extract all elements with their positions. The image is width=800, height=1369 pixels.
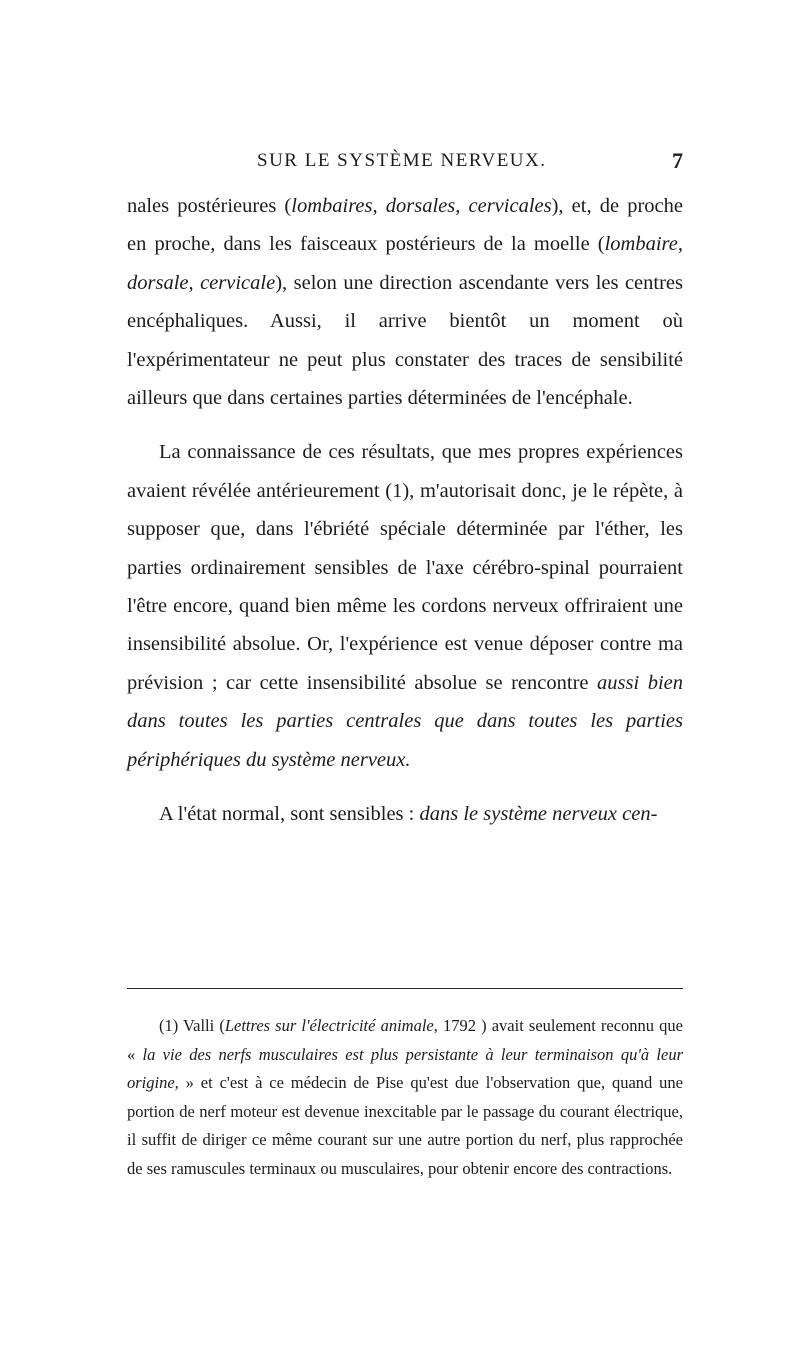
text-run: » et c'est à ce médecin de Pise qu'est due l'observation que, quand une portion de nerf moteur est devenue inexcitable par le passage du courant électrique, il suffit de diriger ce même courant sur une autre portion du nerf, plus rapprochée de ses ramuscules terminaux ou musculaires, pour obtenir encore des contractions.	[127, 1073, 683, 1178]
text-run: , 1792 ) avait seulement reconnu que «	[127, 1016, 684, 1064]
paragraph-2	[127, 433, 683, 779]
text-run: nales postérieures (	[127, 195, 292, 217]
paragraph-3	[127, 795, 683, 833]
italic-run: Lettres sur l'électricité animale	[224, 1016, 434, 1035]
page-number: 7	[672, 148, 683, 173]
paragraph-1	[127, 187, 683, 417]
italic-run: lombaire, dorsale, cervicale	[127, 233, 683, 294]
text-run: ), selon une direction ascendante vers les centres encéphaliques. Aussi, il arrive bientôt un moment où l'expérimentateur ne peut plus constater des traces de sensibilité ailleurs que dans certaines parties déterminées de l'encéphale.	[127, 271, 683, 410]
running-title: SUR LE SYSTÈME NERVEUX.	[257, 150, 547, 171]
text-run: A l'état normal, sont sensibles :	[159, 803, 420, 826]
text-run: (1) Valli (	[159, 1016, 225, 1035]
footnote-divider	[127, 988, 683, 989]
text-run: La connaissance de ces résultats, que mes propres expériences avaient révélée antérieurement (1), m'autorisait donc, je le répète, à supposer que, dans l'ébriété spéciale déterminée par l'éther, les parties ordinairement sensibles de l'axe cérébro-spinal pourraient l'être encore, quand bien même les cordons nerveux offriraient une insensibilité absolue. Or, l'expérience est venue déposer contre ma prévision ; car cette insensibilité absolue se rencontre	[127, 441, 683, 694]
italic-run: la vie des nerfs musculaires est plus persistante à leur terminaison qu'à leur origine,	[127, 1044, 683, 1092]
italic-run: aussi bien dans toutes les parties centrales que dans toutes les parties périphériques du système nerveux.	[127, 671, 683, 771]
page-header	[127, 148, 683, 178]
italic-run: dans le système nerveux cen-	[419, 803, 658, 826]
italic-run: lombaires, dorsales, cervicales	[291, 195, 552, 217]
footnote	[127, 1012, 683, 1183]
main-text	[127, 187, 683, 834]
text-run: ), et, de proche en proche, dans les faisceaux postérieurs de la moelle (	[127, 195, 683, 256]
